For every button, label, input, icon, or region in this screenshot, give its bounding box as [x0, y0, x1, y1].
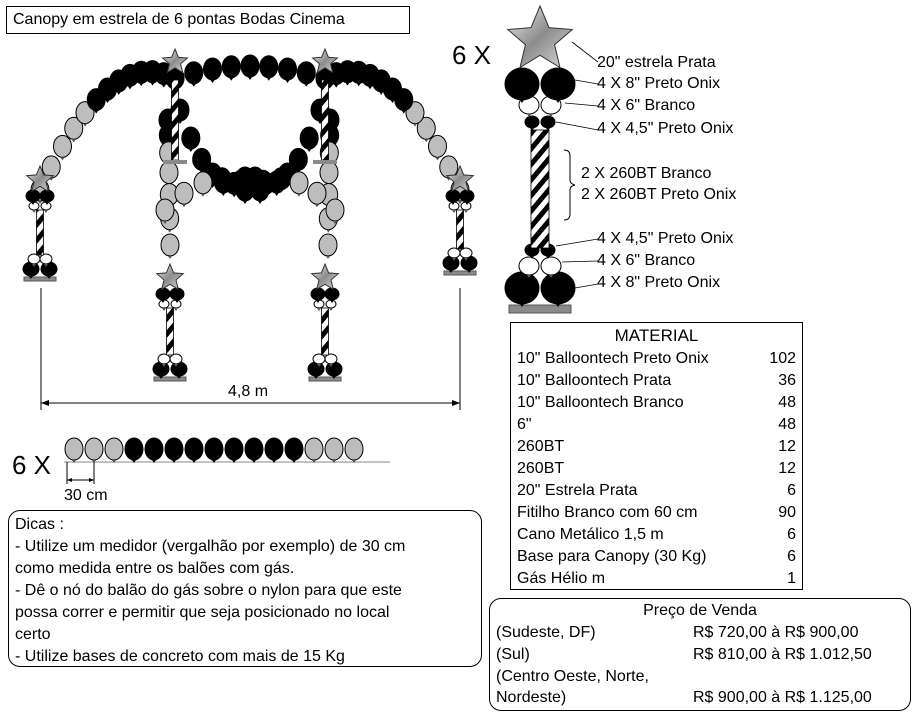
tip-line: certo	[15, 626, 51, 643]
leader-line	[575, 284, 598, 288]
table-row	[517, 480, 796, 502]
table-row	[517, 414, 796, 436]
striped-column	[322, 80, 329, 160]
material-title: MATERIAL	[614, 326, 699, 345]
balloon	[297, 62, 315, 84]
balloon-knot	[83, 124, 87, 127]
balloon	[319, 234, 337, 256]
balloon-knot	[464, 210, 468, 213]
balloon	[26, 190, 40, 202]
balloon-knot	[243, 201, 247, 204]
balloon	[429, 135, 447, 157]
balloon-knot	[368, 86, 372, 89]
price-box	[489, 598, 911, 711]
balloon-knot	[326, 256, 330, 259]
column-label: 4 X 6" Branco	[597, 97, 696, 114]
balloon	[279, 58, 297, 80]
balloon-knot	[315, 204, 319, 207]
balloon	[153, 362, 169, 376]
balloon	[290, 172, 308, 194]
balloon-knot	[248, 77, 252, 80]
balloon	[460, 248, 472, 258]
table-row	[517, 436, 796, 458]
balloon	[541, 272, 575, 304]
balloon	[156, 288, 170, 300]
canopy-base	[24, 277, 56, 281]
spacing-marker	[67, 462, 94, 484]
balloon	[461, 256, 477, 270]
material-qty: 36	[778, 372, 796, 389]
balloon	[54, 135, 72, 157]
column-label: 2 X 260BT Preto Onix	[581, 186, 737, 203]
balloon	[272, 168, 290, 190]
balloon-knot	[168, 230, 172, 233]
material-name: 260BT	[517, 438, 565, 455]
balloon-knot	[307, 149, 311, 152]
balloon	[260, 56, 278, 78]
leader-line	[562, 261, 598, 262]
material-name: 20" Estrela Prata	[517, 482, 638, 499]
balloon-knot	[334, 85, 338, 88]
tips-box	[8, 510, 482, 667]
balloon	[160, 162, 178, 184]
table-row	[517, 502, 796, 524]
price-value: R$ 720,00 à R$ 900,00	[693, 624, 859, 641]
balloon	[308, 182, 326, 204]
material-qty: 48	[778, 394, 796, 411]
balloon	[305, 438, 323, 460]
balloon	[145, 438, 163, 460]
material-qty: 6	[787, 526, 796, 543]
balloon-knot	[72, 139, 76, 142]
column-label: 4 X 4,5" Preto Onix	[597, 230, 734, 247]
canopy-base	[163, 160, 187, 164]
table-row	[517, 348, 796, 370]
balloon-knot	[117, 92, 121, 95]
balloon-knot	[182, 204, 186, 207]
material-qty: 1	[787, 570, 796, 587]
table-row	[517, 370, 796, 392]
balloon	[285, 438, 303, 460]
balloon	[170, 354, 182, 364]
balloon-knot	[211, 80, 215, 83]
striped-column	[531, 130, 549, 248]
balloon	[170, 288, 184, 300]
balloon-knot	[162, 85, 166, 88]
column-label: 4 X 8" Preto Onix	[597, 274, 721, 291]
balloon-knot	[44, 210, 48, 213]
balloon	[158, 354, 170, 364]
balloon-knot	[402, 111, 406, 114]
striped-column	[167, 308, 174, 355]
balloon-knot	[436, 157, 440, 160]
balloon	[460, 190, 474, 202]
balloon-knot	[413, 124, 417, 127]
tip-line: - Utilize bases de concreto com mais de 15 Kg	[15, 648, 345, 665]
balloon-knot	[189, 149, 193, 152]
column-label: 4 X 6" Branco	[597, 252, 696, 269]
table-row	[517, 524, 796, 546]
balloon	[65, 438, 83, 460]
balloon	[311, 288, 325, 300]
table-row	[517, 546, 796, 568]
balloon-knot	[297, 194, 301, 197]
striped-column	[37, 210, 44, 255]
balloon	[505, 272, 539, 304]
balloon	[175, 182, 193, 204]
balloon	[171, 362, 187, 376]
spacing-label: 30 cm	[64, 487, 108, 504]
material-qty: 102	[769, 350, 796, 367]
balloon-knot	[326, 230, 330, 233]
price-region: (Sul)	[496, 646, 530, 663]
material-name: Fitilho Branco com 60 cm	[517, 504, 698, 521]
balloon	[85, 438, 103, 460]
balloon	[28, 254, 40, 264]
table-row	[517, 392, 796, 414]
material-name: 10" Balloontech Preto Onix	[517, 350, 709, 367]
price-region: (Sudeste, DF)	[496, 624, 596, 641]
material-name: 6"	[517, 416, 532, 433]
column-detail	[505, 6, 598, 313]
leader-line	[565, 103, 598, 106]
balloon-knot	[424, 139, 428, 142]
balloon-knot	[168, 256, 172, 259]
balloon-knot	[452, 210, 456, 213]
material-qty: 12	[778, 438, 796, 455]
balloon	[125, 438, 143, 460]
dimension-label: 4,8 m	[228, 383, 269, 400]
striped-column	[172, 80, 179, 160]
balloon	[325, 288, 339, 300]
balloon	[194, 172, 212, 194]
balloon	[345, 438, 363, 460]
price-value: R$ 900,00 à R$ 1.125,00	[693, 689, 872, 706]
material-name: 260BT	[517, 460, 565, 477]
canopy-base	[154, 377, 186, 381]
material-name: Cano Metálico 1,5 m	[517, 526, 664, 543]
leader-line	[556, 122, 598, 130]
column-label: 4 X 8" Preto Onix	[597, 75, 721, 92]
balloon-knot	[329, 308, 333, 311]
balloon-knot	[317, 308, 321, 311]
balloon-knot	[258, 201, 262, 204]
canopy-drawing	[23, 49, 477, 381]
material-name: Base para Canopy (30 Kg)	[517, 548, 707, 565]
table-row	[517, 568, 796, 590]
price-title: Preço de Venda	[643, 602, 757, 619]
balloon	[205, 438, 223, 460]
balloon	[185, 62, 203, 84]
balloon	[241, 55, 259, 77]
table-row	[517, 458, 796, 480]
material-qty: 48	[778, 416, 796, 433]
striped-column	[322, 308, 329, 355]
tip-line: possa correr e permitir que seja posicionado no local	[15, 604, 390, 621]
balloon	[225, 438, 243, 460]
balloon	[236, 179, 254, 201]
balloon	[313, 354, 325, 364]
diagram-title: Canopy em estrela de 6 pontas Bodas Cinema	[6, 6, 410, 34]
balloon-knot	[221, 193, 225, 196]
balloon	[308, 362, 324, 376]
balloon	[326, 362, 342, 376]
balloon	[41, 262, 57, 276]
balloon	[505, 68, 539, 100]
balloon	[165, 438, 183, 460]
balloon-knot	[267, 78, 271, 81]
balloon-knot	[192, 84, 196, 87]
material-name: 10" Balloontech Prata	[517, 372, 672, 389]
balloon-knot	[201, 194, 205, 197]
balloon-knot	[346, 83, 350, 86]
material-qty: 6	[787, 482, 796, 499]
balloon-knot	[229, 78, 233, 81]
balloon	[541, 68, 575, 100]
column-multiplier: 6 X	[452, 40, 492, 70]
star-balloon	[312, 264, 339, 289]
canopy-base	[313, 160, 337, 164]
balloon-knot	[94, 111, 98, 114]
material-qty: 12	[778, 460, 796, 477]
balloon	[443, 256, 459, 270]
material-name: 10" Balloontech Branco	[517, 394, 684, 411]
balloon	[300, 127, 318, 149]
balloon	[448, 248, 460, 258]
leader-line	[575, 80, 598, 84]
garland-multiplier: 6 X	[12, 450, 52, 480]
leader-line	[572, 42, 598, 62]
tip-line: - Dê o nó do balão do gás sobre o nylon para que este	[15, 582, 402, 599]
balloon-knot	[379, 92, 383, 95]
balloon-knot	[275, 193, 279, 196]
balloon	[541, 257, 561, 275]
star-balloon	[508, 6, 573, 68]
balloon	[320, 162, 338, 184]
balloon	[325, 354, 337, 364]
balloon-knot	[32, 210, 36, 213]
balloon	[265, 438, 283, 460]
balloon-knot	[162, 308, 166, 311]
balloon-knot	[128, 86, 132, 89]
price-region: Nordeste)	[496, 689, 567, 706]
balloon	[446, 190, 460, 202]
balloon-knot	[357, 83, 361, 86]
balloon	[40, 190, 54, 202]
balloon-knot	[61, 157, 65, 160]
balloon	[185, 438, 203, 460]
balloon	[222, 56, 240, 78]
balloon-knot	[151, 83, 155, 86]
garland-row	[64, 438, 390, 463]
balloon	[204, 58, 222, 80]
material-qty: 90	[778, 504, 796, 521]
price-region: (Centro Oeste, Norte,	[496, 668, 649, 685]
column-base	[509, 305, 571, 313]
tip-line: como medida entre os balões com gás.	[15, 560, 295, 577]
balloon	[213, 168, 231, 190]
leader-line	[556, 239, 598, 246]
material-qty: 6	[787, 548, 796, 565]
balloon-knot	[304, 84, 308, 87]
column-label: 2 X 260BT Branco	[581, 165, 712, 182]
star-balloon	[157, 264, 184, 289]
balloon	[105, 438, 123, 460]
balloon	[40, 254, 52, 264]
price-value: R$ 810,00 à R$ 1.012,50	[693, 646, 872, 663]
balloon-knot	[391, 100, 395, 103]
balloon	[525, 116, 539, 128]
column-label: 20" estrela Prata	[597, 54, 716, 71]
striped-column	[457, 210, 464, 249]
balloon-knot	[232, 194, 236, 197]
balloon	[254, 170, 272, 192]
material-name: Gás Hélio m	[517, 570, 606, 587]
balloon-knot	[286, 80, 290, 83]
balloon-knot	[106, 100, 110, 103]
canopy-base	[444, 271, 476, 275]
balloon	[245, 438, 263, 460]
brace	[564, 150, 575, 220]
balloon-knot	[174, 308, 178, 311]
canopy-base	[309, 377, 341, 381]
balloon	[161, 234, 179, 256]
balloon	[23, 262, 39, 276]
balloon-knot	[139, 83, 143, 86]
column-label: 4 X 4,5" Preto Onix	[597, 120, 734, 137]
balloon	[325, 438, 343, 460]
balloon	[541, 116, 555, 128]
tips-title: Dicas :	[15, 516, 64, 533]
tip-line: - Utilize um medidor (vergalhão por exemplo) de 30 cm	[15, 538, 406, 555]
balloon	[182, 127, 200, 149]
balloon	[156, 199, 174, 221]
balloon	[519, 257, 539, 275]
balloon	[326, 199, 344, 221]
material-table	[510, 322, 803, 590]
